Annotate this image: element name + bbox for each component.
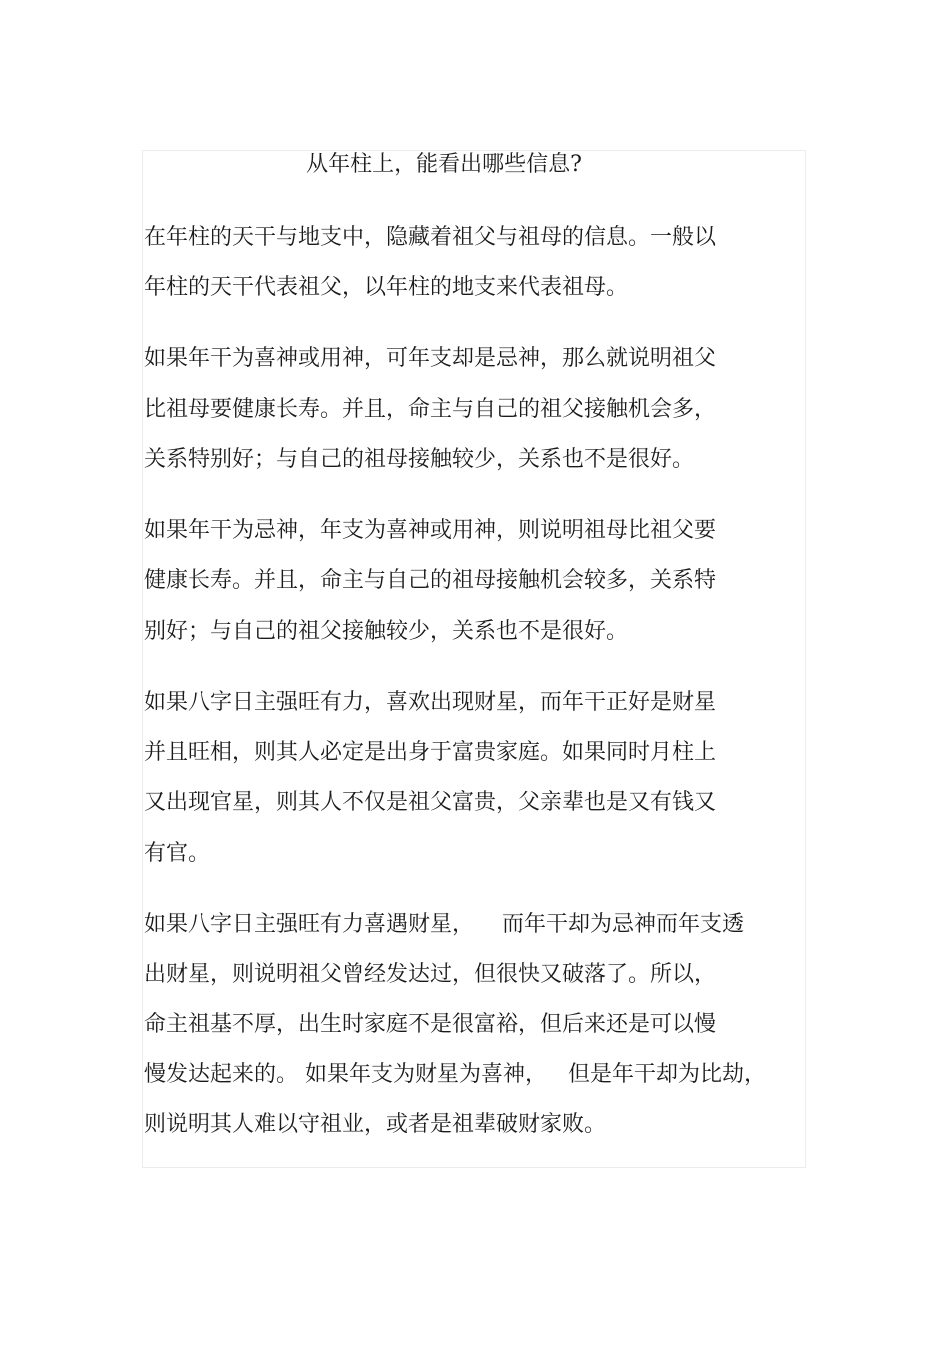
paragraph-3-line-1: 如果年干为忌神，年支为喜神或用神，则说明祖母比祖父要 — [144, 518, 717, 543]
paragraph-5-line-1: 如果八字日主强旺有力喜遇财星， 而年干却为忌神而年支透 — [144, 912, 744, 937]
paragraph-5-line-2: 出财星，则说明祖父曾经发达过，但很快又破落了。所以， — [144, 962, 717, 987]
document-title: 从年柱上，能看出哪些信息? — [306, 152, 582, 177]
paragraph-4-line-3: 又出现官星，则其人不仅是祖父富贵，父亲辈也是又有钱又 — [144, 790, 717, 815]
paragraph-4-line-2: 并且旺相，则其人必定是出身于富贵家庭。如果同时月柱上 — [144, 740, 717, 765]
paragraph-4-line-4: 有官。 — [144, 841, 211, 866]
paragraph-5-line-4: 慢发达起来的。 如果年支为财星为喜神， 但是年干却为比劫， — [144, 1062, 766, 1087]
paragraph-3-line-3: 别好；与自己的祖父接触较少，关系也不是很好。 — [144, 619, 629, 644]
paragraph-4-line-1: 如果八字日主强旺有力，喜欢出现财星，而年干正好是财星 — [144, 690, 717, 715]
paragraph-2-line-3: 关系特别好；与自己的祖母接触较少，关系也不是很好。 — [144, 447, 695, 472]
paragraph-5-line-3: 命主祖基不厚，出生时家庭不是很富裕，但后来还是可以慢 — [144, 1012, 717, 1037]
paragraph-2-line-1: 如果年干为喜神或用神，可年支却是忌神，那么就说明祖父 — [144, 346, 717, 371]
paragraph-5-line-5: 则说明其人难以守祖业，或者是祖辈破财家败。 — [144, 1112, 607, 1137]
paragraph-3-line-2: 健康长寿。并且，命主与自己的祖母接触机会较多，关系特 — [144, 568, 717, 593]
paragraph-2-line-2: 比祖母要健康长寿。并且，命主与自己的祖父接触机会多， — [144, 397, 717, 422]
paragraph-1-line-1: 在年柱的天干与地支中，隐藏着祖父与祖母的信息。一般以 — [144, 225, 717, 250]
paragraph-1-line-2: 年柱的天干代表祖父，以年柱的地支来代表祖母。 — [144, 275, 629, 300]
